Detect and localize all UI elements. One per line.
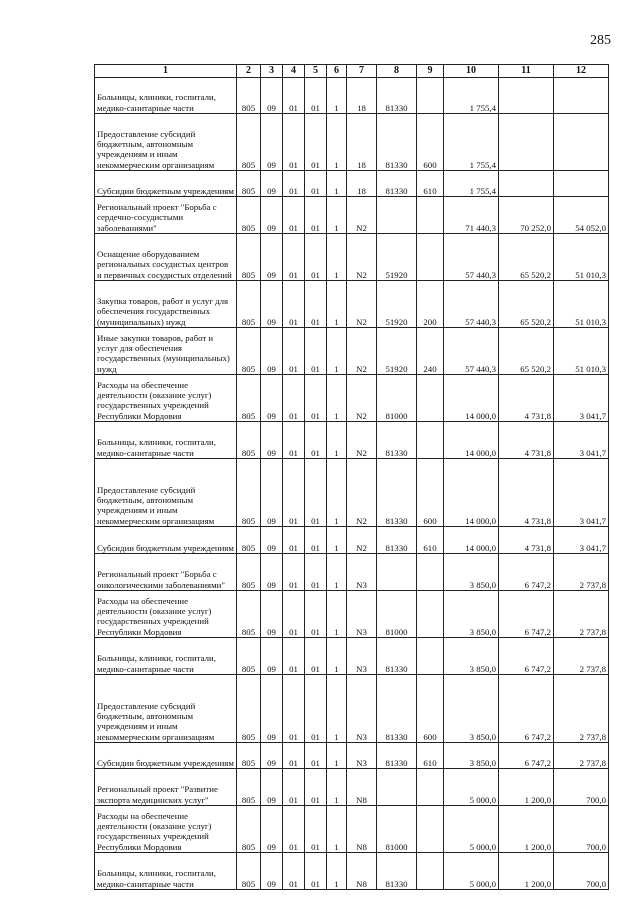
- row-name: Больницы, клиники, госпитали, медико-санитарные части: [95, 853, 237, 890]
- cell-c7: 18: [347, 114, 377, 171]
- cell-c6: 1: [327, 422, 347, 459]
- cell-c11: 4 731,8: [499, 422, 554, 459]
- cell-c12: [554, 114, 609, 171]
- cell-c11: 4 731,8: [499, 375, 554, 422]
- column-header: 7: [347, 65, 377, 78]
- cell-c11: 1 200,0: [499, 769, 554, 806]
- cell-c3: 09: [261, 234, 283, 281]
- table-row: [95, 114, 609, 171]
- cell-c12: 2 737,8: [554, 554, 609, 591]
- cell-c6: 1: [327, 638, 347, 675]
- cell-c5: 01: [305, 328, 327, 375]
- cell-c10: 3 850,0: [444, 638, 499, 675]
- cell-c3: 09: [261, 78, 283, 114]
- cell-c10: 57 440,3: [444, 328, 499, 375]
- cell-c2: 805: [237, 853, 261, 890]
- cell-c12: [554, 171, 609, 197]
- row-name: Субсидии бюджетным учреждениям: [95, 743, 237, 769]
- table-row: [95, 281, 609, 328]
- cell-c2: 805: [237, 527, 261, 554]
- cell-c6: 1: [327, 234, 347, 281]
- cell-c5: 01: [305, 527, 327, 554]
- cell-c6: 1: [327, 743, 347, 769]
- cell-c11: 70 252,0: [499, 197, 554, 234]
- cell-c3: 09: [261, 806, 283, 853]
- table-header-row: [95, 65, 609, 78]
- cell-c5: 01: [305, 554, 327, 591]
- cell-c9: [417, 375, 444, 422]
- cell-c6: 1: [327, 328, 347, 375]
- cell-c10: 57 440,3: [444, 281, 499, 328]
- cell-c12: 54 052,0: [554, 197, 609, 234]
- cell-c12: 2 737,8: [554, 638, 609, 675]
- cell-c12: 51 010,3: [554, 234, 609, 281]
- cell-c10: 1 755,4: [444, 114, 499, 171]
- cell-c12: 700,0: [554, 853, 609, 890]
- table-body: [95, 78, 609, 890]
- cell-c3: 09: [261, 853, 283, 890]
- cell-c9: [417, 554, 444, 591]
- cell-c12: 3 041,7: [554, 375, 609, 422]
- cell-c5: 01: [305, 78, 327, 114]
- cell-c4: 01: [283, 114, 305, 171]
- cell-c7: N2: [347, 281, 377, 328]
- cell-c4: 01: [283, 234, 305, 281]
- cell-c10: 5 000,0: [444, 769, 499, 806]
- cell-c9: [417, 853, 444, 890]
- cell-c8: 81330: [377, 171, 417, 197]
- cell-c12: 3 041,7: [554, 422, 609, 459]
- row-name: Предоставление субсидий бюджетным, автономным учреждениям и иным некоммерческим организациям: [95, 675, 237, 743]
- table-row: [95, 197, 609, 234]
- column-header: 11: [499, 65, 554, 78]
- cell-c3: 09: [261, 328, 283, 375]
- cell-c6: 1: [327, 675, 347, 743]
- row-name: Больницы, клиники, госпитали, медико-санитарные части: [95, 78, 237, 114]
- table-row: [95, 422, 609, 459]
- cell-c11: 6 747,2: [499, 591, 554, 638]
- cell-c10: 14 000,0: [444, 527, 499, 554]
- cell-c4: 01: [283, 554, 305, 591]
- cell-c7: N3: [347, 638, 377, 675]
- table-row: [95, 527, 609, 554]
- cell-c7: N2: [347, 234, 377, 281]
- cell-c9: 200: [417, 281, 444, 328]
- cell-c3: 09: [261, 197, 283, 234]
- cell-c9: 610: [417, 527, 444, 554]
- cell-c2: 805: [237, 171, 261, 197]
- row-name: Расходы на обеспечение деятельности (оказание услуг) государственных учреждений Республики Мордовия: [95, 806, 237, 853]
- row-name: Субсидии бюджетным учреждениям: [95, 527, 237, 554]
- cell-c6: 1: [327, 591, 347, 638]
- cell-c5: 01: [305, 459, 327, 527]
- cell-c2: 805: [237, 638, 261, 675]
- cell-c3: 09: [261, 527, 283, 554]
- row-name: Оснащение оборудованием региональных сосудистых центров и первичных сосудистых отделений: [95, 234, 237, 281]
- cell-c7: N3: [347, 554, 377, 591]
- cell-c8: [377, 197, 417, 234]
- row-name: Иные закупки товаров, работ и услуг для обеспечения государственных (муниципальных) нужд: [95, 328, 237, 375]
- cell-c6: 1: [327, 281, 347, 328]
- cell-c5: 01: [305, 591, 327, 638]
- cell-c2: 805: [237, 591, 261, 638]
- column-header: 2: [237, 65, 261, 78]
- cell-c11: 4 731,8: [499, 459, 554, 527]
- cell-c12: 3 041,7: [554, 459, 609, 527]
- cell-c7: N8: [347, 806, 377, 853]
- cell-c9: 600: [417, 459, 444, 527]
- cell-c11: 6 747,2: [499, 638, 554, 675]
- cell-c3: 09: [261, 459, 283, 527]
- cell-c3: 09: [261, 171, 283, 197]
- cell-c10: 14 000,0: [444, 422, 499, 459]
- cell-c11: 1 200,0: [499, 806, 554, 853]
- table-row: [95, 234, 609, 281]
- cell-c6: 1: [327, 554, 347, 591]
- cell-c10: 3 850,0: [444, 591, 499, 638]
- column-header: 12: [554, 65, 609, 78]
- cell-c9: [417, 78, 444, 114]
- column-header: 4: [283, 65, 305, 78]
- table-row: [95, 806, 609, 853]
- cell-c8: 81330: [377, 459, 417, 527]
- column-header: 3: [261, 65, 283, 78]
- cell-c2: 805: [237, 806, 261, 853]
- cell-c9: 600: [417, 114, 444, 171]
- table-row: [95, 554, 609, 591]
- cell-c4: 01: [283, 806, 305, 853]
- table-row: [95, 769, 609, 806]
- cell-c4: 01: [283, 743, 305, 769]
- cell-c2: 805: [237, 554, 261, 591]
- cell-c12: 3 041,7: [554, 527, 609, 554]
- cell-c12: 51 010,3: [554, 328, 609, 375]
- cell-c4: 01: [283, 171, 305, 197]
- table-row: [95, 375, 609, 422]
- cell-c4: 01: [283, 769, 305, 806]
- cell-c12: [554, 78, 609, 114]
- cell-c9: [417, 234, 444, 281]
- cell-c7: N3: [347, 591, 377, 638]
- cell-c3: 09: [261, 675, 283, 743]
- column-header: 6: [327, 65, 347, 78]
- cell-c5: 01: [305, 281, 327, 328]
- cell-c7: N8: [347, 769, 377, 806]
- column-header: 1: [95, 65, 237, 78]
- cell-c4: 01: [283, 527, 305, 554]
- cell-c12: 2 737,8: [554, 675, 609, 743]
- cell-c9: [417, 769, 444, 806]
- cell-c3: 09: [261, 743, 283, 769]
- cell-c3: 09: [261, 375, 283, 422]
- cell-c9: [417, 422, 444, 459]
- table-row: [95, 638, 609, 675]
- cell-c4: 01: [283, 328, 305, 375]
- column-header: 10: [444, 65, 499, 78]
- cell-c11: 6 747,2: [499, 743, 554, 769]
- row-name: Расходы на обеспечение деятельности (оказание услуг) государственных учреждений Республики Мордовия: [95, 591, 237, 638]
- cell-c2: 805: [237, 675, 261, 743]
- cell-c11: [499, 114, 554, 171]
- cell-c3: 09: [261, 554, 283, 591]
- cell-c3: 09: [261, 114, 283, 171]
- cell-c7: N2: [347, 197, 377, 234]
- column-header: 5: [305, 65, 327, 78]
- cell-c2: 805: [237, 281, 261, 328]
- cell-c8: 51920: [377, 281, 417, 328]
- cell-c7: 18: [347, 78, 377, 114]
- column-header: 9: [417, 65, 444, 78]
- cell-c9: [417, 638, 444, 675]
- cell-c8: 81330: [377, 743, 417, 769]
- cell-c11: 1 200,0: [499, 853, 554, 890]
- cell-c5: 01: [305, 234, 327, 281]
- cell-c11: 4 731,8: [499, 527, 554, 554]
- row-name: Предоставление субсидий бюджетным, автономным учреждениям и иным некоммерческим организациям: [95, 459, 237, 527]
- cell-c7: N3: [347, 743, 377, 769]
- table-row: [95, 743, 609, 769]
- row-name: Субсидии бюджетным учреждениям: [95, 171, 237, 197]
- cell-c4: 01: [283, 422, 305, 459]
- cell-c2: 805: [237, 769, 261, 806]
- cell-c5: 01: [305, 171, 327, 197]
- cell-c7: N2: [347, 527, 377, 554]
- cell-c10: 1 755,4: [444, 171, 499, 197]
- cell-c5: 01: [305, 422, 327, 459]
- cell-c11: 6 747,2: [499, 675, 554, 743]
- cell-c4: 01: [283, 78, 305, 114]
- row-name: Региональный проект "Борьба с сердечно-сосудистыми заболеваниями": [95, 197, 237, 234]
- cell-c8: 81330: [377, 638, 417, 675]
- cell-c10: 57 440,3: [444, 234, 499, 281]
- table-row: [95, 78, 609, 114]
- column-header: 8: [377, 65, 417, 78]
- cell-c6: 1: [327, 853, 347, 890]
- cell-c8: 51920: [377, 234, 417, 281]
- cell-c9: 610: [417, 171, 444, 197]
- cell-c2: 805: [237, 78, 261, 114]
- cell-c6: 1: [327, 114, 347, 171]
- cell-c11: [499, 78, 554, 114]
- cell-c2: 805: [237, 422, 261, 459]
- table-row: [95, 171, 609, 197]
- cell-c9: [417, 591, 444, 638]
- cell-c9: [417, 806, 444, 853]
- cell-c2: 805: [237, 459, 261, 527]
- cell-c5: 01: [305, 675, 327, 743]
- cell-c11: [499, 171, 554, 197]
- cell-c7: N2: [347, 459, 377, 527]
- cell-c7: N2: [347, 422, 377, 459]
- cell-c2: 805: [237, 197, 261, 234]
- cell-c4: 01: [283, 853, 305, 890]
- cell-c6: 1: [327, 459, 347, 527]
- table-row: [95, 675, 609, 743]
- cell-c2: 805: [237, 234, 261, 281]
- cell-c4: 01: [283, 459, 305, 527]
- cell-c12: 700,0: [554, 769, 609, 806]
- cell-c8: 81330: [377, 675, 417, 743]
- cell-c8: 51920: [377, 328, 417, 375]
- cell-c12: 2 737,8: [554, 743, 609, 769]
- cell-c10: 14 000,0: [444, 459, 499, 527]
- cell-c3: 09: [261, 591, 283, 638]
- cell-c5: 01: [305, 638, 327, 675]
- cell-c10: 5 000,0: [444, 806, 499, 853]
- cell-c6: 1: [327, 78, 347, 114]
- cell-c5: 01: [305, 743, 327, 769]
- cell-c7: 18: [347, 171, 377, 197]
- cell-c12: 51 010,3: [554, 281, 609, 328]
- cell-c8: 81000: [377, 806, 417, 853]
- cell-c8: [377, 554, 417, 591]
- row-name: Больницы, клиники, госпитали, медико-санитарные части: [95, 638, 237, 675]
- cell-c10: 5 000,0: [444, 853, 499, 890]
- cell-c10: 3 850,0: [444, 675, 499, 743]
- row-name: Больницы, клиники, госпитали, медико-санитарные части: [95, 422, 237, 459]
- cell-c5: 01: [305, 197, 327, 234]
- table-row: [95, 853, 609, 890]
- cell-c4: 01: [283, 591, 305, 638]
- cell-c5: 01: [305, 114, 327, 171]
- cell-c8: 81000: [377, 591, 417, 638]
- cell-c11: 65 520,2: [499, 328, 554, 375]
- cell-c5: 01: [305, 375, 327, 422]
- cell-c8: 81000: [377, 375, 417, 422]
- cell-c7: N2: [347, 375, 377, 422]
- cell-c4: 01: [283, 375, 305, 422]
- row-name: Предоставление субсидий бюджетным, автономным учреждениям и иным некоммерческим организациям: [95, 114, 237, 171]
- cell-c2: 805: [237, 114, 261, 171]
- cell-c9: 600: [417, 675, 444, 743]
- cell-c3: 09: [261, 281, 283, 328]
- cell-c2: 805: [237, 743, 261, 769]
- table-row: [95, 328, 609, 375]
- cell-c9: 610: [417, 743, 444, 769]
- cell-c8: 81330: [377, 853, 417, 890]
- cell-c8: [377, 769, 417, 806]
- cell-c4: 01: [283, 675, 305, 743]
- cell-c11: 6 747,2: [499, 554, 554, 591]
- cell-c6: 1: [327, 769, 347, 806]
- cell-c10: 71 440,3: [444, 197, 499, 234]
- cell-c6: 1: [327, 806, 347, 853]
- cell-c5: 01: [305, 769, 327, 806]
- cell-c3: 09: [261, 769, 283, 806]
- cell-c7: N8: [347, 853, 377, 890]
- cell-c4: 01: [283, 281, 305, 328]
- cell-c7: N3: [347, 675, 377, 743]
- cell-c9: 240: [417, 328, 444, 375]
- cell-c4: 01: [283, 197, 305, 234]
- row-name: Региональный проект "Борьба с онкологическими заболеваниями": [95, 554, 237, 591]
- cell-c8: 81330: [377, 422, 417, 459]
- budget-table: [94, 64, 609, 890]
- cell-c8: 81330: [377, 527, 417, 554]
- cell-c3: 09: [261, 638, 283, 675]
- cell-c10: 14 000,0: [444, 375, 499, 422]
- row-name: Региональный проект "Развитие экспорта медицинских услуг": [95, 769, 237, 806]
- cell-c4: 01: [283, 638, 305, 675]
- row-name: Закупка товаров, работ и услуг для обеспечения государственных (муниципальных) нужд: [95, 281, 237, 328]
- cell-c6: 1: [327, 527, 347, 554]
- cell-c2: 805: [237, 375, 261, 422]
- table-row: [95, 591, 609, 638]
- cell-c9: [417, 197, 444, 234]
- cell-c2: 805: [237, 328, 261, 375]
- table-row: [95, 459, 609, 527]
- cell-c12: 700,0: [554, 806, 609, 853]
- cell-c10: 3 850,0: [444, 743, 499, 769]
- cell-c3: 09: [261, 422, 283, 459]
- row-name: Расходы на обеспечение деятельности (оказание услуг) государственных учреждений Республики Мордовия: [95, 375, 237, 422]
- cell-c5: 01: [305, 853, 327, 890]
- cell-c6: 1: [327, 197, 347, 234]
- cell-c10: 3 850,0: [444, 554, 499, 591]
- cell-c8: 81330: [377, 78, 417, 114]
- cell-c7: N2: [347, 328, 377, 375]
- cell-c12: 2 737,8: [554, 591, 609, 638]
- cell-c6: 1: [327, 375, 347, 422]
- cell-c10: 1 755,4: [444, 78, 499, 114]
- cell-c11: 65 520,2: [499, 281, 554, 328]
- cell-c11: 65 520,2: [499, 234, 554, 281]
- page-number: 285: [590, 33, 611, 48]
- cell-c5: 01: [305, 806, 327, 853]
- cell-c8: 81330: [377, 114, 417, 171]
- cell-c6: 1: [327, 171, 347, 197]
